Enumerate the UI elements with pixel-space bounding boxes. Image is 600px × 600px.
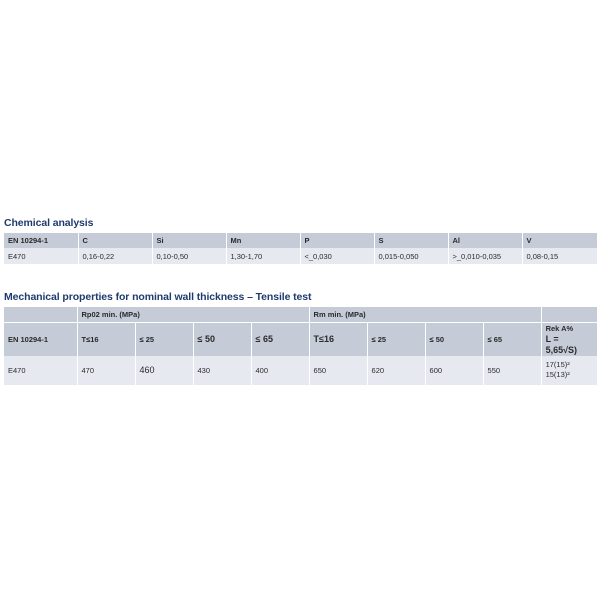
header-aluminium: Al [448,233,522,248]
table-row [4,248,597,264]
header-standard: EN 10294-1 [4,233,78,248]
group-empty-end [541,307,597,322]
cell-carbon: 0,16-0,22 [78,248,152,264]
table-row [4,356,597,385]
chemical-analysis-table [4,233,598,264]
mechanical-properties-title: Mechanical properties for nominal wall thickness – Tensile test [4,291,312,303]
header-vanadium: V [522,233,597,248]
mechanical-group-row [4,307,597,322]
group-rm: Rm min. (MPa) [309,307,541,322]
elongation-value-2: 15(13)² [545,370,570,379]
cell-manganese: 1,30-1,70 [226,248,300,264]
cell-elongation [541,356,597,385]
cell-phosphorus: <_0,030 [300,248,374,264]
cell-rm-65: 550 [483,356,541,385]
cell-rm-50: 600 [425,356,483,385]
mechanical-properties-table [4,307,598,385]
header-carbon: C [78,233,152,248]
header-rm-t16: T≤16 [309,322,367,356]
cell-grade: E470 [4,356,77,385]
cell-rm-t16: 650 [309,356,367,385]
group-rp02: Rp02 min. (MPa) [77,307,309,322]
header-phosphorus: P [300,233,374,248]
cell-vanadium: 0,08-0,15 [522,248,597,264]
header-elongation [541,322,597,356]
header-silicon: Si [152,233,226,248]
mechanical-subheader-row [4,322,597,356]
elongation-header-line2: L = 5,65√S) [545,333,578,355]
cell-sulfur: 0,015-0,050 [374,248,448,264]
chemical-analysis-title: Chemical analysis [4,217,94,229]
header-rm-50: ≤ 50 [425,322,483,356]
cell-silicon: 0,10-0,50 [152,248,226,264]
group-empty [4,307,77,322]
cell-rp-50: 430 [193,356,251,385]
header-sulfur: S [374,233,448,248]
cell-rp-t16: 470 [77,356,135,385]
header-rp-50: ≤ 50 [193,322,251,356]
cell-rp-65: 400 [251,356,309,385]
header-rp-25: ≤ 25 [135,322,193,356]
cell-grade: E470 [4,248,78,264]
elongation-header-line1: Rek A% [545,323,574,333]
header-manganese: Mn [226,233,300,248]
header-standard: EN 10294-1 [4,322,77,356]
header-rp-65: ≤ 65 [251,322,309,356]
cell-rm-25: 620 [367,356,425,385]
header-rm-25: ≤ 25 [367,322,425,356]
header-rm-65: ≤ 65 [483,322,541,356]
elongation-value-1: 17(15)² [545,360,570,369]
chemical-header-row [4,233,597,248]
header-rp-t16: T≤16 [77,322,135,356]
cell-aluminium: >_0,010-0,035 [448,248,522,264]
cell-rp-25: 460 [135,356,193,385]
